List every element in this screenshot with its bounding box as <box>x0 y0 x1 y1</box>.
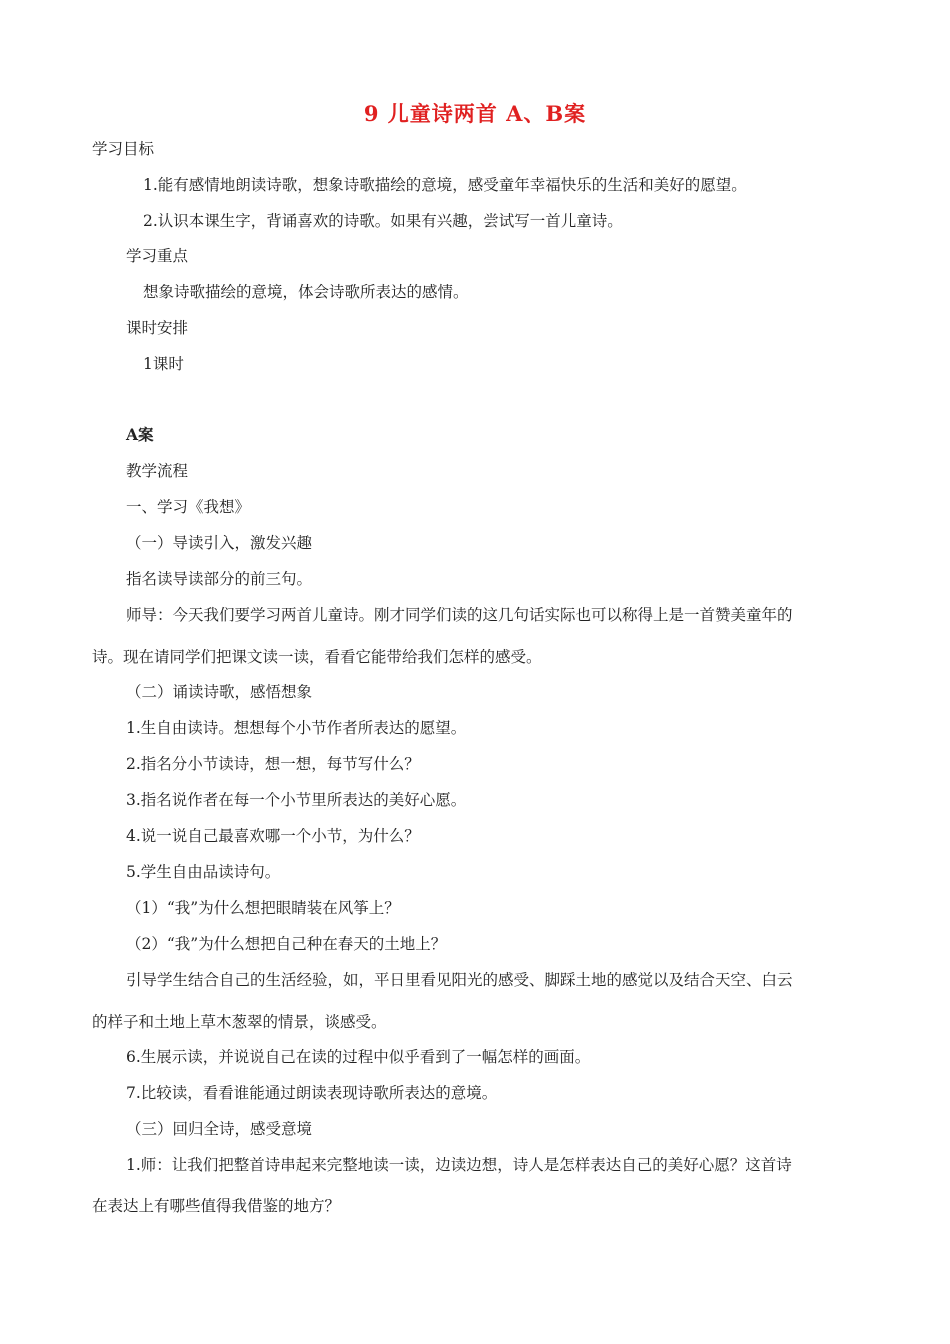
plan-a-heading: A案 <box>126 425 154 444</box>
step-2: 2.指名分小节读诗，想一想，每节写什么？ <box>126 755 420 773</box>
guide-line-1: 引导学生结合自己的生活经验，如，平日里看见阳光的感受、脚踩土地的感觉以及结合天空、白云 <box>126 971 793 989</box>
step-6: 6.生展示读，并说说自己在读的过程中似乎看到了一幅怎样的画面。 <box>126 1048 591 1066</box>
subsection-2: （二）诵读诗歌，感悟想象 <box>126 683 313 701</box>
step-3: 3.指名说作者在每一个小节里所表达的美好心愿。 <box>126 791 467 809</box>
focus-heading: 学习重点 <box>126 247 189 265</box>
teacher-line-2: 在表达上有哪些值得我借鉴的地方？ <box>92 1197 341 1215</box>
guide-line-2: 的样子和土地上草木葱翠的情景，谈感受。 <box>92 1013 387 1031</box>
teacher-line-1: 1.师：让我们把整首诗串起来完整地读一读，边读边想，诗人是怎样表达自己的美好心愿？这首诗 <box>126 1156 792 1174</box>
goal-item-2: 2.认识本课生字，背诵喜欢的诗歌。如果有兴趣，尝试写一首儿童诗。 <box>143 212 623 230</box>
goal-item-1: 1.能有感情地朗读诗歌，想象诗歌描绘的意境，感受童年幸福快乐的生活和美好的愿望。 <box>143 176 747 194</box>
schedule-heading: 课时安排 <box>126 319 189 337</box>
schedule-text: 1课时 <box>143 355 184 373</box>
paragraph-1: 指名读导读部分的前三句。 <box>126 570 313 588</box>
question-1: （1）“我”为什么想把眼睛装在风筝上？ <box>126 899 400 917</box>
paragraph-2-line-1: 师导：今天我们要学习两首儿童诗。刚才同学们读的这几句话实际也可以称得上是一首赞美童年的 <box>126 606 793 624</box>
step-4: 4.说一说自己最喜欢哪一个小节，为什么？ <box>126 827 420 845</box>
page-title: 9 儿童诗两首 A、B案 <box>363 101 587 126</box>
subsection-1: （一）导读引入，激发兴趣 <box>126 534 313 552</box>
flow-heading: 教学流程 <box>126 462 189 480</box>
step-1: 1.生自由读诗。想想每个小节作者所表达的愿望。 <box>126 719 467 737</box>
focus-text: 想象诗歌描绘的意境，体会诗歌所表达的感情。 <box>143 283 469 301</box>
goal-heading: 学习目标 <box>92 140 155 158</box>
part-1-heading: 一、学习《我想》 <box>126 498 251 516</box>
paragraph-2-line-2: 诗。现在请同学们把课文读一读，看看它能带给我们怎样的感受。 <box>92 648 542 666</box>
step-5: 5.学生自由品读诗句。 <box>126 863 281 881</box>
question-2: （2）“我”为什么想把自己种在春天的土地上？ <box>126 935 447 953</box>
subsection-3: （三）回归全诗，感受意境 <box>126 1120 313 1138</box>
step-7: 7.比较读，看看谁能通过朗读表现诗歌所表达的意境。 <box>126 1084 498 1102</box>
